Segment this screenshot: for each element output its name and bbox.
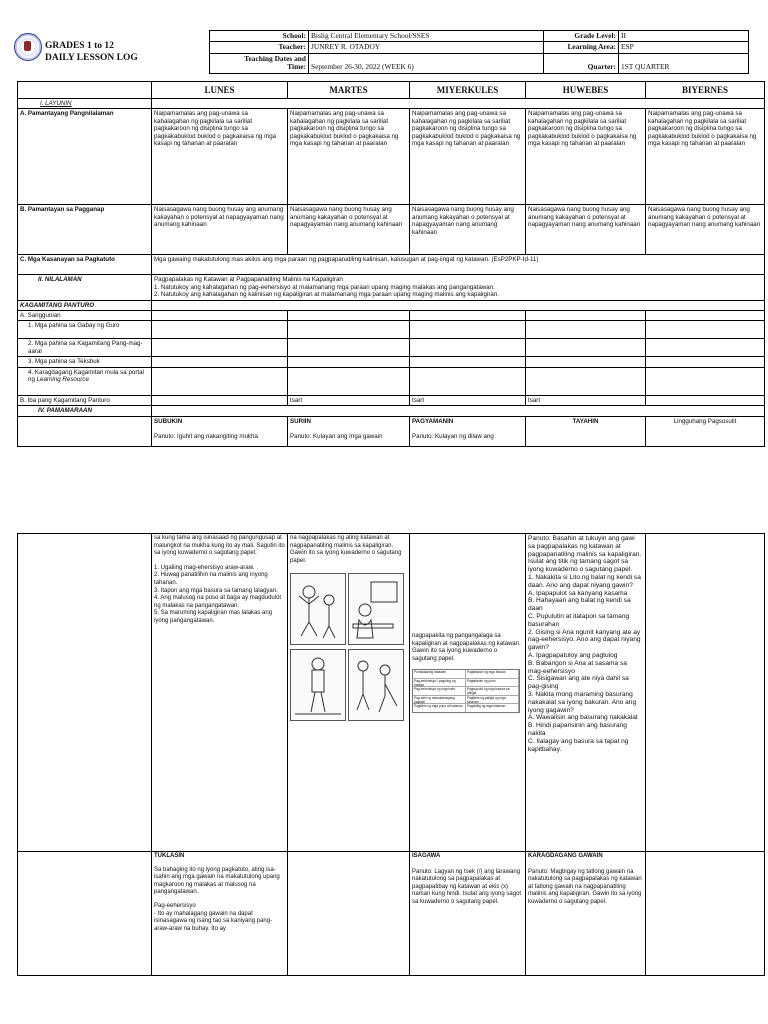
- header-table: [209, 30, 749, 74]
- karagdagan-cell: [526, 852, 646, 976]
- pagyamanin-cell: [410, 416, 526, 446]
- nilalaman-objective-1: 1. Natutukoy ang kahalagahan ng pag-eehersisyo at malamanang mga paraan upang maging malakas ang pangangatawan.: [154, 283, 495, 291]
- pag-eehersisyo-text: - Ito ay mahalagang gawain na dapat isinasagawa ng isang tao sa kaniyang pang-araw-araw na buhay. Ito ay: [154, 910, 273, 932]
- pagganap-huwebes: Naisasagawa nang buong husay ang anumang kakayahan o potensyal at napagyayaman nang anumang kahinaan: [526, 205, 646, 255]
- sanggunian-label: A. Sanggunian: [18, 311, 152, 321]
- pag-eehersisyo-heading: Pag-eehersisyo: [154, 902, 196, 909]
- school-label: School:: [210, 31, 309, 42]
- grade-value: II: [619, 31, 749, 42]
- teacher-label: Teacher:: [210, 42, 309, 53]
- pamantayang-lunes: Naipamamalas ang pag-unawa sa kahalagahan ng pagkilala sa sariliat pagkakaroon ng disiplina tungo sa pagkakabuklod buklod o pagkakaisa ng mga kasapi ng tahanan at paaralan: [152, 109, 288, 205]
- teksbuk-label: 3. Mga pahina sa Teksbuk: [18, 357, 152, 367]
- quarter-label: Quarter:: [544, 53, 619, 73]
- lingguhang-pagsusulit: Lingguhang Pagsusulit: [646, 416, 765, 446]
- pagganap-miyerkules: Naisasagawa nang buong husay ang anumang kakayahan o potensyal at napagyayaman nang anumang kahinaan: [410, 205, 526, 255]
- pamantayang-martes: Naipamamalas ang pag-unawa sa kahalagahan ng pagkilala sa sariliat pagkakaroon ng disiplina tungo sa pagkakabuklod buklod o pagkakaisa ng mga kasapi ng tahanan at paaralan: [288, 109, 410, 205]
- pagyamanin-panuto: Panuto: Kulayan ng dilaw ang: [412, 433, 494, 441]
- tuklasin-heading: TUKLASIN: [154, 853, 185, 859]
- pamantayang-miyerkules: Naipamamalas ang pag-unawa sa kahalagahan ng pagkilala sa sariliat pagkakaroon ng disiplina tungo sa pagkakabuklod buklod o pagkakaisa ng mga kasapi ng tahanan at paaralan: [410, 109, 526, 205]
- day-header-miyerkules: MIYERKULES: [410, 82, 526, 99]
- kagamitang-mag-aaral-label: 2. Mga pahina sa Kagamitang Pang-mag-aaral: [18, 339, 152, 357]
- tayahin-continued: Panuto: Basahin at tukuyin ang gawi sa pagpapalakas ng katawan at pagpapanatiling malinis sa kapaligiran. Isulat ang titik ng tamang sagot sa iyong kuwaderno o sagutang papel. 1. Nakakita si Lito ng balat ng kendi sa daan. Ano ang dapat niyang gawin? A. Ipapapulot sa kanyang kasama B. Hahayaan ang balat ng kendi sa daan C. Pupulutin at itatapon sa tamang basurahan 2. Gising si Ana ngunit kanyang ate ay nag-eehersisyo. Ano ang dapat niyang gawin? A. Ipagpapatuloy ang pagtulog B. Babangon si Ana at sasama sa mag-eehersisyo C. Sisigawan ang ate niya dahil sa pag-gising 3. Nakita mong maraming basurang nakakalat sa iyong bakuran. Ano ang iyong gagawin? A. Wawalisin ang basurang nakakalat B. Hindi papansinin ang basurang nakita C. Ilalagay ang basura sa tapat ng kapitbahay.: [526, 534, 646, 852]
- day-header-martes: MARTES: [288, 82, 410, 99]
- nilalaman-topic: Pagpapalakas ng Katawan at Pagpapanatiling Malinis na Kapaligiran: [154, 276, 343, 284]
- pamantayan-pagganap-label: B. Pamantayan sa Pagganap: [18, 205, 152, 255]
- subukin-panuto: Panuto: Iguhit ang nakangiting mukha: [154, 433, 258, 441]
- pamantayang-pangnilalaman-label: A. Pamantayang Pangnilalaman: [18, 109, 152, 205]
- checklist-item: Pumalakasng katawan: [413, 670, 466, 678]
- kids-exercising-picture: [290, 573, 346, 645]
- dates-label-line1: Teaching Dates and: [244, 53, 306, 63]
- family-cleaning-picture: [348, 649, 404, 721]
- tsart-miyerkules: tsart: [410, 395, 526, 405]
- checklist-item: Pagtatapon ng mga basura: [466, 670, 519, 678]
- subukin-heading: SUBUKIN: [154, 417, 183, 425]
- lr-text: 4. Karagdagang Kagamitan mula sa portal ng: [28, 368, 144, 384]
- karagdagan-text: Panuto: Magbigay ng tatlong gawain na nakatutulong sa pagpapalakas ng katawan at tatlong gawain na nagpapanatiling malinis ang kapaligiran. Gawin ito sa iyong kuwaderno o sagutang papel.: [528, 868, 642, 905]
- pagyamanin-continued: [410, 534, 526, 852]
- suriin-panuto: Panuto: Kulayan ang mga gawain: [290, 433, 383, 441]
- nilalaman-objective-2: 2. Natutukoy ang kahalagahan ng kalinisan ng kapaligiran at malamanang mga paraan upang maging malinis ang kapaligiran.: [154, 291, 500, 299]
- checklist-item: Pagdidilig ng mga halaman: [466, 704, 519, 712]
- child-walking-picture: [290, 649, 346, 721]
- pagyamanin-heading: PAGYAMANIN: [412, 417, 454, 425]
- checklist-item: Pag-kain ng masustansiyang pagkain: [413, 696, 466, 704]
- pamantayang-biyernes: Naipamamalas ang pag-unawa sa kahalagahan ng pagkilala sa sariliat pagkakaroon ng disiplina tungo sa pagkakabuklod buklod o pagkakaisa ng mga kasapi ng tahanan at paaralan: [646, 109, 765, 205]
- pamamaraan-label: IV. PAMAMARAAN: [18, 406, 152, 416]
- checklist-item: Pag-eehersisyo ng mga bata: [413, 687, 466, 695]
- checklist-item: Paglilinis ng mga puno at halaman: [413, 704, 466, 712]
- nilalaman-text: [152, 275, 765, 300]
- kasanayan-label: C. Mga Kasanayan sa Pagkatuto: [18, 255, 152, 275]
- child-tv-picture: [348, 573, 404, 645]
- pagyamanin-instructions: nagpapakita ng pangangalaga sa kapaligiran at nagpapalakas ng katawan. Gawin ito sa iyong kuwaderno o sagutang papel.: [412, 633, 521, 662]
- lesson-table: [17, 81, 765, 447]
- grade-label: Grade Level:: [544, 31, 619, 42]
- gabay-guro-label: 1. Mga pahina sa Gabay ng Guro: [18, 321, 152, 339]
- isagawa-heading: ISAGAWA: [412, 853, 441, 859]
- suriin-instructions: na nagpapalakas ng ating katawan at nagpapanatiling malinis sa kapaligiran. Gawin ito sa iyong kuwaderno o sagutang papel.: [290, 535, 402, 564]
- subukin-instructions: sa kung tama ang isinasaad ng pangungusap at malungkot na mukha kung ito ay mali. Sagutin ito sa iyong kuwaderno o sagutang papel.: [154, 535, 285, 557]
- deped-seal-icon: [14, 33, 42, 61]
- tsart-martes: tsart: [288, 395, 410, 405]
- tayahin-cell: [526, 416, 646, 446]
- lesson-table-continued: [17, 533, 765, 976]
- checklist-item: Paglilinis ng paligid ng mga tahanan: [466, 696, 519, 704]
- layunin-label: I. LAYUNIN: [18, 99, 152, 109]
- checklist-item: Pagpupulot ng mga basura sa paligid: [466, 687, 519, 695]
- pagganap-biyernes: Naisasagawa nang buong husay ang anumang kakayahan o potensyal at napagyayaman nang anumang kahinaan: [646, 205, 765, 255]
- tuklasin-cell: [152, 852, 288, 976]
- checklist-item: Pag-eehersisyo / pagtulog ng maaga: [413, 679, 466, 687]
- suriin-pictures: [290, 573, 407, 723]
- checklist-item: Pagtatanim ng puno: [466, 679, 519, 687]
- subukin-cell: [152, 416, 288, 446]
- teacher-value: JUNREY R. OTADOY: [309, 42, 544, 53]
- day-header-huwebes: HUWEBES: [526, 82, 646, 99]
- dates-label-line2: Time:: [287, 62, 306, 72]
- day-header-biyernes: BIYERNES: [646, 82, 765, 99]
- tuklasin-text: Sa bahaging ito ng iyong pagkatuto, ating isa-isahin ang mga gawain na makatutulong upang magkaroon ng malakas at malusog na pangangatawan.: [154, 866, 280, 896]
- suriin-continued: [288, 534, 410, 852]
- isagawa-text: Panuto: Lagyan ng tsek (/) ang larawang nakatutulong sa pagpapalakas at pagpapatibay ng katawan at ekis (x) naman kung hindi. Isulat ang iyong sagot sa kuwaderno o sagutang papel.: [412, 868, 522, 905]
- pagyamanin-checklist: [412, 669, 520, 713]
- nilalaman-label: II. NILALAMAN: [18, 275, 152, 300]
- quarter-value: 1ST QUARTER: [619, 53, 749, 73]
- pamantayang-huwebes: Naipamamalas ang pag-unawa sa kahalagahan ng pagkilala sa sariliat pagkakaroon ng disiplina tungo sa pagkakabuklod buklod o pagkakaisa ng mga kasapi ng tahanan at paaralan: [526, 109, 646, 205]
- pagganap-lunes: Naisasagawa nang buong husay ang anumang kakayahan o potensyal at napagyayaman nang anumang kahinaan: [152, 205, 288, 255]
- dates-label: [210, 53, 309, 73]
- school-value: Bislig Central Elementary School/SSES: [309, 31, 544, 42]
- tayahin-heading: TAYAHIN: [572, 417, 599, 425]
- dates-value: September 26-30, 2022 (WEEK 6): [309, 53, 544, 73]
- karagdagan-heading: KARAGDAGANG GAWAIN: [528, 853, 603, 859]
- kagamitang-panturo-label: KAGAMITANG PANTURO: [18, 300, 152, 310]
- subukin-items: 1. Ugaliing mag-ehersisyo araw-araw. 2. Huwag panatilihin na malinis ang inyong tahanan. 3. Itapon ang mga basura sa tamang lalagyan. 4. Ang malusog na puso at baga ay magdudulot ng malakas na pangangatawan. 5. Sa maruming kapaligiran mas lalakas ang iyong pangangatawan.: [154, 564, 282, 624]
- tsart-huwebes: tsart: [526, 395, 646, 405]
- learning-resource-label: [18, 367, 152, 395]
- log-title: [45, 40, 138, 64]
- iba-pang-kagamitan-label: B. Iba pang Kagamitang Panturo: [18, 395, 152, 405]
- title-line-1: GRADES 1 to 12: [45, 41, 114, 51]
- area-label: Learning Area:: [544, 42, 619, 53]
- suriin-cell: [288, 416, 410, 446]
- lr-italic-text: Learning Resource: [36, 376, 89, 384]
- isagawa-cell: [410, 852, 526, 976]
- kasanayan-text: Mga gawaing makatutulong mas akilos ang mga paraan ng pagpapanatiling kalinisan, kalusugan at pag-iingat ng katawan. (EsP2PKP-Id-11): [152, 255, 765, 275]
- area-value: ESP: [619, 42, 749, 53]
- pagganap-martes: Naisasagawa nang buong husay ang anumang kakayahan o potensyal at napagyayaman nang anumang kahinaan: [288, 205, 410, 255]
- subukin-continued: [152, 534, 288, 852]
- day-header-lunes: LUNES: [152, 82, 288, 99]
- suriin-heading: SURIIN: [290, 417, 311, 425]
- title-line-2: DAILY LESSON LOG: [45, 53, 138, 63]
